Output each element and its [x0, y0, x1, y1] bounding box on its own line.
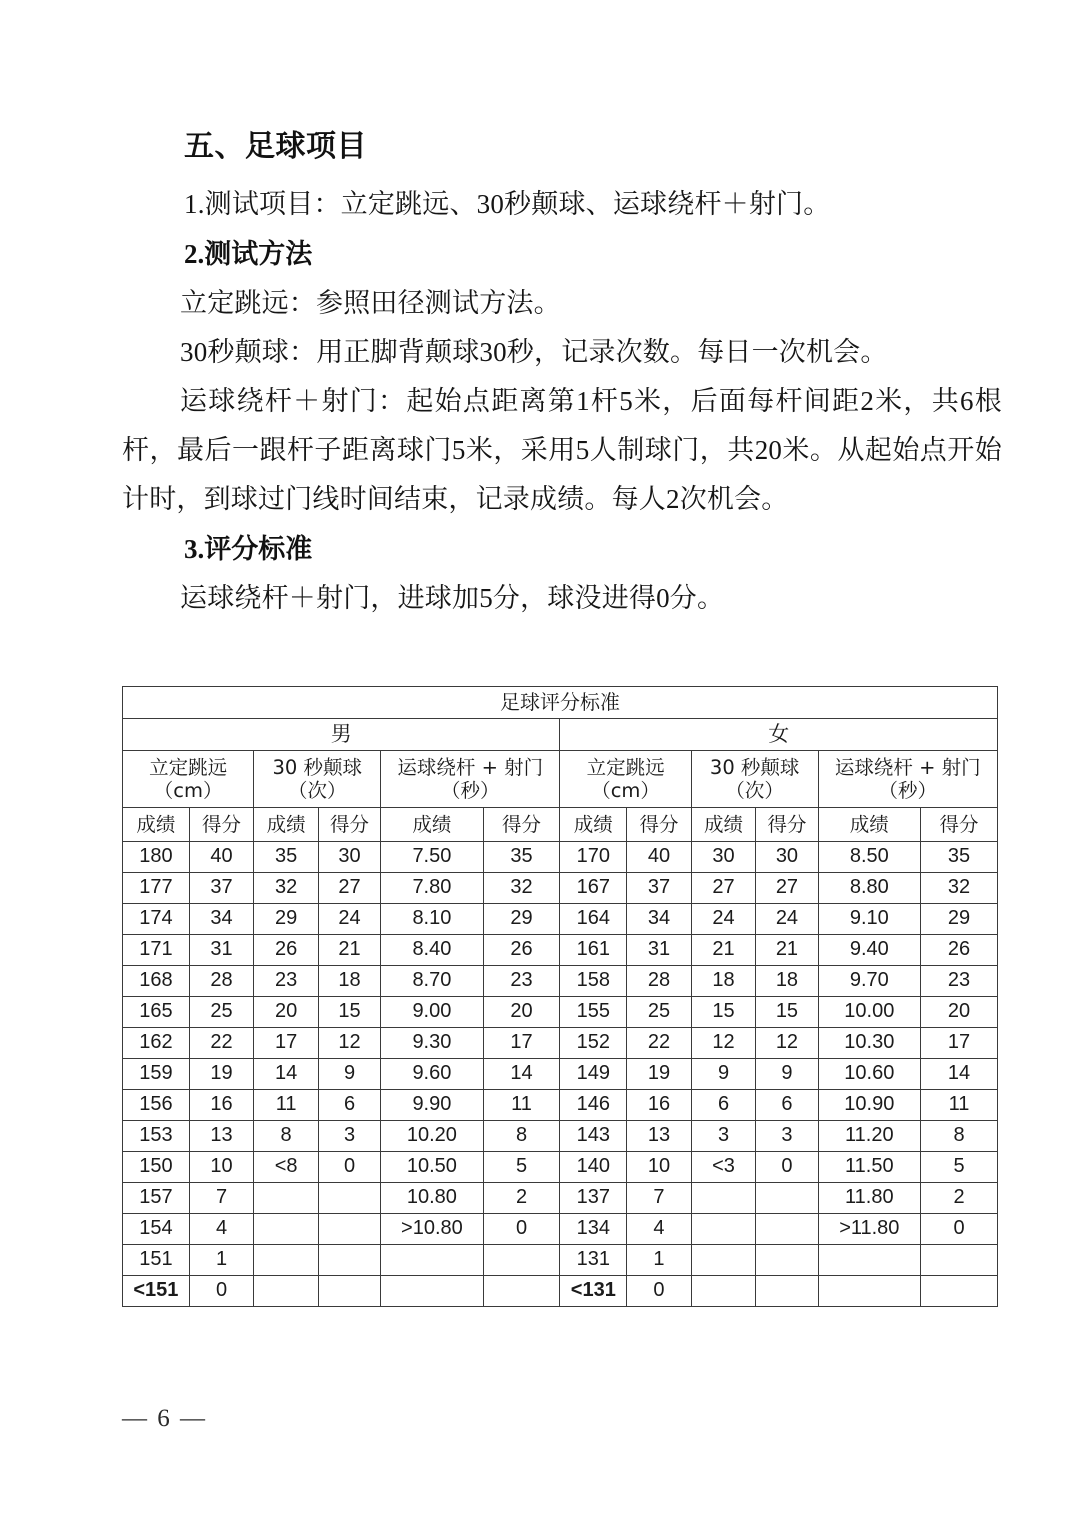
table-cell	[691, 1245, 756, 1276]
table-cell: 10	[627, 1152, 692, 1183]
table-cell: 10.60	[818, 1059, 920, 1090]
table-cell: 12	[691, 1028, 756, 1059]
table-row	[123, 842, 998, 873]
table-cell: 156	[123, 1090, 190, 1121]
table-cell	[756, 1276, 818, 1307]
table-cell: 0	[756, 1152, 818, 1183]
subheader-cell: 成绩	[381, 808, 483, 842]
table-cell: 31	[627, 935, 692, 966]
table-cell: 10.90	[818, 1090, 920, 1121]
table-cell: >11.80	[818, 1214, 920, 1245]
table-cell: 20	[254, 997, 319, 1028]
table-cell: 13	[189, 1121, 254, 1152]
table-cell	[691, 1214, 756, 1245]
table-cell: 4	[189, 1214, 254, 1245]
table-event-row	[123, 751, 998, 808]
table-cell: 30	[318, 842, 380, 873]
paragraph-method-long-jump: 立定跳远：参照田径测试方法。	[180, 287, 561, 318]
table-row	[123, 935, 998, 966]
table-cell: 19	[627, 1059, 692, 1090]
table-cell: 19	[189, 1059, 254, 1090]
table-cell: 1	[189, 1245, 254, 1276]
table-cell: 3	[691, 1121, 756, 1152]
table-cell: 7	[189, 1183, 254, 1214]
table-cell: 18	[756, 966, 818, 997]
table-cell: 6	[691, 1090, 756, 1121]
event-unit: （cm）	[153, 779, 223, 802]
table-cell: <8	[254, 1152, 319, 1183]
table-cell: 9.70	[818, 966, 920, 997]
table-cell: 29	[921, 904, 998, 935]
table-cell: 171	[123, 935, 190, 966]
table-cell: 8	[921, 1121, 998, 1152]
table-cell: 13	[627, 1121, 692, 1152]
table-cell	[318, 1245, 380, 1276]
table-cell	[254, 1214, 319, 1245]
table-cell: 131	[560, 1245, 627, 1276]
subheader-cell: 得分	[756, 808, 818, 842]
table-cell: 2	[921, 1183, 998, 1214]
table-cell	[818, 1245, 920, 1276]
table-cell: 158	[560, 966, 627, 997]
table-cell: 26	[483, 935, 560, 966]
table-cell: 0	[189, 1276, 254, 1307]
table-cell: >10.80	[381, 1214, 483, 1245]
table-cell	[483, 1276, 560, 1307]
table-cell: 10.20	[381, 1121, 483, 1152]
table-cell: 24	[756, 904, 818, 935]
table-cell: 10.30	[818, 1028, 920, 1059]
table-cell: 9.00	[381, 997, 483, 1028]
subheader-cell: 得分	[318, 808, 380, 842]
table-cell: 11.80	[818, 1183, 920, 1214]
table-cell	[691, 1183, 756, 1214]
gender-header-female: 女	[560, 719, 998, 751]
table-cell: 6	[318, 1090, 380, 1121]
table-cell: 35	[921, 842, 998, 873]
table-cell: 31	[189, 935, 254, 966]
table-cell: 146	[560, 1090, 627, 1121]
subheader-cell: 成绩	[123, 808, 190, 842]
table-cell: 24	[691, 904, 756, 935]
table-cell	[318, 1183, 380, 1214]
table-cell	[318, 1214, 380, 1245]
table-cell: 174	[123, 904, 190, 935]
table-title-row	[123, 687, 998, 719]
table-cell: 157	[123, 1183, 190, 1214]
table-cell: 9.60	[381, 1059, 483, 1090]
table-cell: 21	[756, 935, 818, 966]
event-name: 立定跳远	[149, 756, 228, 779]
document-body	[122, 128, 1002, 623]
table-cell: 10.50	[381, 1152, 483, 1183]
subheader-cell: 成绩	[560, 808, 627, 842]
table-cell: 15	[756, 997, 818, 1028]
subheader-cell: 得分	[627, 808, 692, 842]
table-cell: <151	[123, 1276, 190, 1307]
event-name: 立定跳远	[586, 756, 665, 779]
table-cell: 9.90	[381, 1090, 483, 1121]
table-cell: 15	[691, 997, 756, 1028]
table-row	[123, 873, 998, 904]
table-cell: 18	[318, 966, 380, 997]
table-cell: 40	[627, 842, 692, 873]
table-body	[123, 842, 998, 1307]
table-cell: 6	[756, 1090, 818, 1121]
table-cell: 26	[921, 935, 998, 966]
table-cell: 11	[921, 1090, 998, 1121]
table-row	[123, 1152, 998, 1183]
table-row	[123, 1121, 998, 1152]
table-cell: 20	[921, 997, 998, 1028]
table-cell: 30	[691, 842, 756, 873]
table-cell: 177	[123, 873, 190, 904]
event-header-female-dribble-shoot	[818, 751, 997, 808]
table-cell	[756, 1214, 818, 1245]
table-cell: 8.70	[381, 966, 483, 997]
table-cell	[756, 1183, 818, 1214]
table-cell: 9.40	[818, 935, 920, 966]
table-cell: 10.00	[818, 997, 920, 1028]
table-cell: 23	[254, 966, 319, 997]
table-cell: 11.20	[818, 1121, 920, 1152]
table-row	[123, 1028, 998, 1059]
table-cell: 23	[921, 966, 998, 997]
table-cell: 24	[318, 904, 380, 935]
table-cell: 21	[691, 935, 756, 966]
table-row	[123, 966, 998, 997]
table-cell: 8.10	[381, 904, 483, 935]
table-cell	[921, 1245, 998, 1276]
table-cell: 17	[921, 1028, 998, 1059]
table-cell: 8.80	[818, 873, 920, 904]
table-cell: 29	[254, 904, 319, 935]
table-cell: 27	[756, 873, 818, 904]
table-cell: 22	[189, 1028, 254, 1059]
table-row	[123, 1245, 998, 1276]
table-cell	[691, 1276, 756, 1307]
table-cell: 8	[254, 1121, 319, 1152]
table-cell	[254, 1276, 319, 1307]
table-cell	[254, 1183, 319, 1214]
subheader-cell: 得分	[189, 808, 254, 842]
table-cell: 18	[691, 966, 756, 997]
page-number: — 6 —	[122, 1405, 207, 1432]
table-cell: 14	[254, 1059, 319, 1090]
table-cell: 155	[560, 997, 627, 1028]
table-cell: 134	[560, 1214, 627, 1245]
table-title-cell: 足球评分标准	[123, 687, 998, 719]
table-cell: 149	[560, 1059, 627, 1090]
table-row	[123, 1183, 998, 1214]
table-cell: 4	[627, 1214, 692, 1245]
table-cell: 7	[627, 1183, 692, 1214]
table-cell: 168	[123, 966, 190, 997]
table-cell: 10.80	[381, 1183, 483, 1214]
paragraph-test-items: 1.测试项目：立定跳远、30秒颠球、运球绕杆＋射门。	[184, 188, 831, 219]
table-cell: 9	[318, 1059, 380, 1090]
table-cell: 7.80	[381, 873, 483, 904]
table-cell: 27	[318, 873, 380, 904]
score-table-container	[122, 686, 998, 1307]
table-cell: 161	[560, 935, 627, 966]
table-cell: 26	[254, 935, 319, 966]
table-cell	[381, 1245, 483, 1276]
table-gender-row	[123, 719, 998, 751]
table-cell: 32	[921, 873, 998, 904]
table-cell: 28	[627, 966, 692, 997]
table-cell: 21	[318, 935, 380, 966]
subheader-cell: 得分	[483, 808, 560, 842]
table-cell: 5	[483, 1152, 560, 1183]
table-cell: 23	[483, 966, 560, 997]
table-cell: 154	[123, 1214, 190, 1245]
table-cell	[818, 1276, 920, 1307]
heading-test-method: 2.测试方法	[184, 238, 313, 269]
table-cell: 2	[483, 1183, 560, 1214]
table-cell: 170	[560, 842, 627, 873]
event-name: 30 秒颠球	[272, 756, 363, 779]
table-cell: 17	[483, 1028, 560, 1059]
table-cell: 16	[189, 1090, 254, 1121]
table-cell: 34	[627, 904, 692, 935]
table-cell: 9	[691, 1059, 756, 1090]
table-cell: 8.40	[381, 935, 483, 966]
table-cell: 140	[560, 1152, 627, 1183]
table-cell: 8	[483, 1121, 560, 1152]
table-cell: 34	[189, 904, 254, 935]
subheader-cell: 得分	[921, 808, 998, 842]
table-cell: 12	[318, 1028, 380, 1059]
table-cell: 5	[921, 1152, 998, 1183]
table-cell: 15	[318, 997, 380, 1028]
table-cell	[381, 1276, 483, 1307]
table-cell: 167	[560, 873, 627, 904]
event-header-male-long-jump	[123, 751, 254, 808]
event-name: 30 秒颠球	[709, 756, 800, 779]
table-row	[123, 1276, 998, 1307]
event-name: 运球绕杆 + 射门	[834, 756, 981, 779]
table-cell: 0	[483, 1214, 560, 1245]
paragraph-method-dribble: 运球绕杆＋射门：起始点距离第1杆5米，后面每杆间距2米，共6根杆，最后一跟杆子距离球门5米，采用5人制球门，共20米。从起始点开始计时，到球过门线时间结束，记录成绩。每人2次机会。	[122, 385, 1002, 514]
event-name: 运球绕杆 + 射门	[397, 756, 544, 779]
subheader-cell: 成绩	[254, 808, 319, 842]
table-cell: 37	[627, 873, 692, 904]
table-cell	[921, 1276, 998, 1307]
table-cell: 32	[254, 873, 319, 904]
table-row	[123, 1090, 998, 1121]
table-cell: <131	[560, 1276, 627, 1307]
subheader-cell: 成绩	[691, 808, 756, 842]
event-unit: （秒）	[878, 779, 938, 802]
table-cell: 35	[254, 842, 319, 873]
table-cell: 35	[483, 842, 560, 873]
table-cell: 12	[756, 1028, 818, 1059]
table-cell: 16	[627, 1090, 692, 1121]
table-cell: 7.50	[381, 842, 483, 873]
table-cell: 20	[483, 997, 560, 1028]
table-cell: 28	[189, 966, 254, 997]
table-cell: 9.10	[818, 904, 920, 935]
page-title: 五、足球项目	[184, 129, 367, 164]
table-head	[123, 687, 998, 842]
table-cell: 32	[483, 873, 560, 904]
table-cell: 143	[560, 1121, 627, 1152]
table-row	[123, 997, 998, 1028]
table-cell: 17	[254, 1028, 319, 1059]
table-cell: 14	[483, 1059, 560, 1090]
table-cell: 164	[560, 904, 627, 935]
table-cell	[254, 1245, 319, 1276]
table-cell: 25	[189, 997, 254, 1028]
football-score-table	[122, 686, 998, 1307]
table-cell: 22	[627, 1028, 692, 1059]
table-cell: 137	[560, 1183, 627, 1214]
event-header-female-long-jump	[560, 751, 691, 808]
table-cell: 1	[627, 1245, 692, 1276]
table-cell: 3	[318, 1121, 380, 1152]
event-unit: （cm）	[591, 779, 660, 802]
table-row	[123, 1214, 998, 1245]
table-cell: 159	[123, 1059, 190, 1090]
table-row	[123, 1059, 998, 1090]
table-cell: 0	[627, 1276, 692, 1307]
table-cell: 9.30	[381, 1028, 483, 1059]
table-cell: 29	[483, 904, 560, 935]
event-unit: （次）	[288, 779, 347, 802]
table-cell: 40	[189, 842, 254, 873]
table-cell: 150	[123, 1152, 190, 1183]
table-cell: 3	[756, 1121, 818, 1152]
table-cell: 30	[756, 842, 818, 873]
table-cell: 0	[318, 1152, 380, 1183]
heading-scoring-standard: 3.评分标准	[184, 533, 313, 564]
table-cell: 27	[691, 873, 756, 904]
table-cell: 11.50	[818, 1152, 920, 1183]
event-unit: （次）	[725, 779, 784, 802]
paragraph-method-juggle: 30秒颠球：用正脚背颠球30秒，记录次数。每日一次机会。	[180, 336, 888, 367]
table-cell: 37	[189, 873, 254, 904]
table-cell: 25	[627, 997, 692, 1028]
table-subheader-row	[123, 808, 998, 842]
table-cell: 11	[483, 1090, 560, 1121]
table-cell: 151	[123, 1245, 190, 1276]
table-cell: 153	[123, 1121, 190, 1152]
paragraph-scoring-note: 运球绕杆＋射门，进球加5分，球没进得0分。	[180, 582, 725, 613]
table-cell: 0	[921, 1214, 998, 1245]
gender-header-male: 男	[123, 719, 560, 751]
table-cell	[756, 1245, 818, 1276]
table-cell: 152	[560, 1028, 627, 1059]
event-header-male-juggle	[254, 751, 381, 808]
subheader-cell: 成绩	[818, 808, 920, 842]
event-header-male-dribble-shoot	[381, 751, 560, 808]
table-cell: <3	[691, 1152, 756, 1183]
table-cell: 11	[254, 1090, 319, 1121]
table-cell	[483, 1245, 560, 1276]
event-header-female-juggle	[691, 751, 818, 808]
table-cell	[318, 1276, 380, 1307]
table-cell: 180	[123, 842, 190, 873]
table-cell: 162	[123, 1028, 190, 1059]
table-cell: 10	[189, 1152, 254, 1183]
event-unit: （秒）	[441, 779, 500, 802]
table-row	[123, 904, 998, 935]
table-cell: 8.50	[818, 842, 920, 873]
table-cell: 165	[123, 997, 190, 1028]
table-cell: 9	[756, 1059, 818, 1090]
table-cell: 14	[921, 1059, 998, 1090]
